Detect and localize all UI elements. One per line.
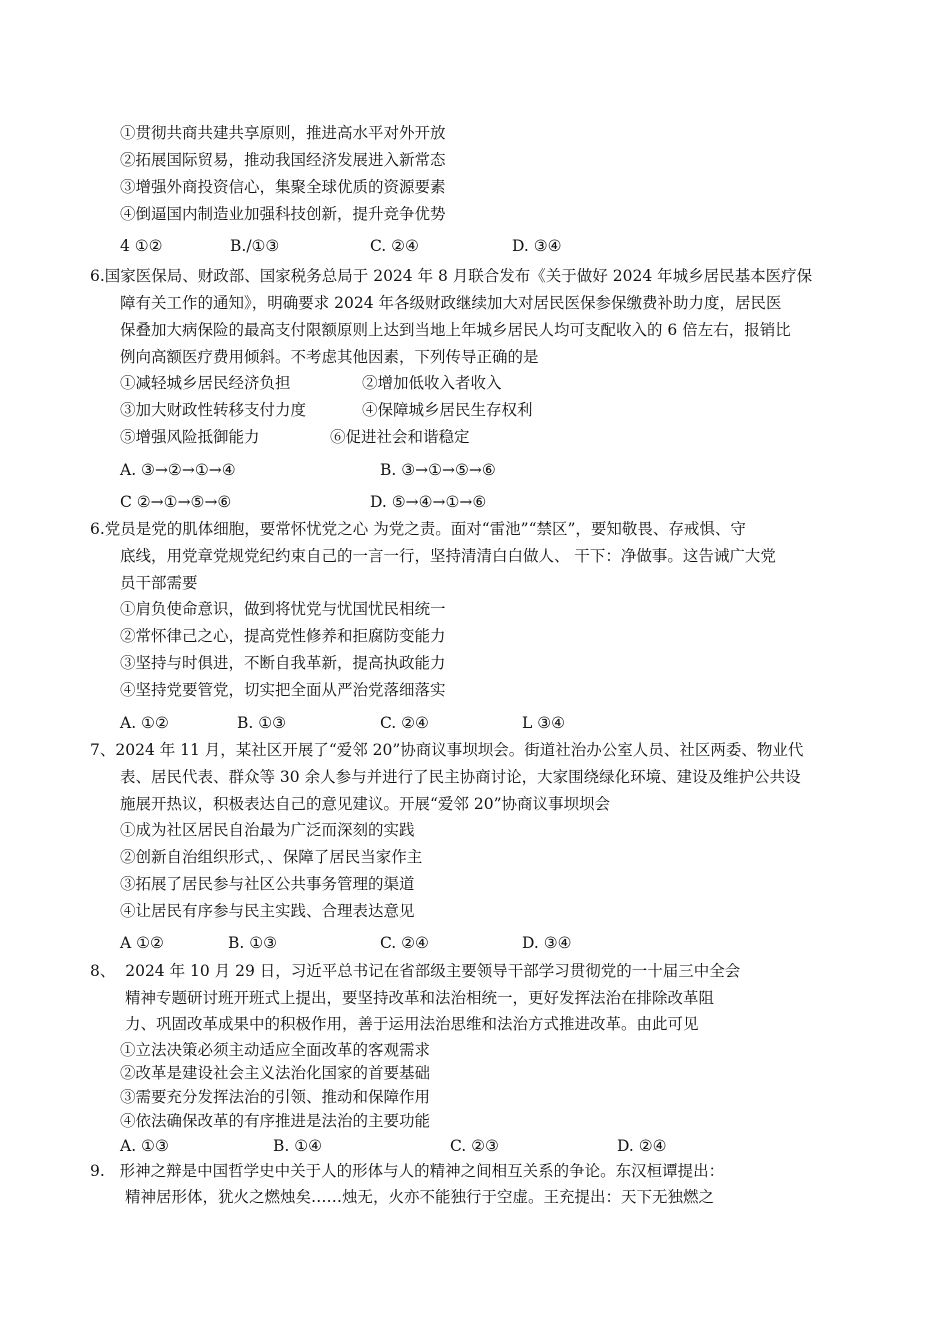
q5-option-a: 4 ①② xyxy=(120,237,163,255)
q6b-stem-line-3: 员干部需要 xyxy=(120,574,198,592)
q7-item-4: ④让居民有序参与民主实践、合理表达意见 xyxy=(120,902,415,920)
q8-option-a: A. ①③ xyxy=(120,1137,169,1155)
q5-option-b: B./①③ xyxy=(230,237,280,255)
q8-item-2: ②改革是建设社会主义法治化国家的首要基础 xyxy=(120,1064,431,1082)
q6b-item-4: ④坚持党要管党，切实把全面从严治党落细落实 xyxy=(120,681,446,699)
q6b-option-d: L ③④ xyxy=(522,714,566,732)
q5-item-2: ②拓展国际贸易，推动我国经济发展进入新常态 xyxy=(120,151,446,169)
q5-option-c: C. ②④ xyxy=(370,237,419,255)
q8-options xyxy=(120,1136,820,1156)
q6b-option-a: A. ①② xyxy=(120,714,169,732)
q7-options xyxy=(120,933,820,953)
q6b-stem-line-2: 底线，用党章党规党纪约束自己的一言一行，坚持清清白白做人、 干下：净做事。这告诫广大党 xyxy=(120,547,776,565)
q6b-option-b: B. ①③ xyxy=(237,714,287,732)
q6a-item-3: ③加大财政性转移支付力度 xyxy=(120,401,307,419)
q6a-item-4: ④保障城乡居民生存权利 xyxy=(362,401,533,419)
q6b-item-3: ③坚持与时俱进，不断自我革新，提高执政能力 xyxy=(120,654,446,672)
q7-stem-line-3: 施展开热议，积极表达自己的意见建议。开展“爱邻 20”协商议事坝坝会 xyxy=(120,795,611,813)
q7-option-b: B. ①③ xyxy=(228,934,278,952)
q6a-option-a: A. ③→②→①→④ xyxy=(120,461,236,479)
q6b-stem-line-1: 6.党员是党的肌体细胞，要常怀忧党之心 为党之责。面对“雷池”“禁区”，要知敬畏、存戒惧、守 xyxy=(90,520,746,538)
q5-item-4: ④倒逼国内制造业加强科技创新，提升竞争优势 xyxy=(120,205,446,223)
q7-option-a: A ①② xyxy=(120,934,164,952)
q8-item-1: ①立法决策必须主动适应全面改革的客观需求 xyxy=(120,1041,431,1059)
q8-stem-line-1: 8、 2024 年 10 月 29 日，习近平总书记在省部级主要领导干部学习贯彻党的一十届三中全会 xyxy=(90,962,741,980)
q8-stem-line-2: 精神专题研讨班开班式上提出，要坚持改革和法治相统一，更好发挥法治在排除改革阻 xyxy=(125,989,715,1007)
q6a-stem-line-2: 障有关工作的通知》，明确要求 2024 年各级财政继续加大对居民医保参保缴费补助力度，居民医 xyxy=(120,294,782,312)
q8-item-3: ③需要充分发挥法治的引领、推动和保障作用 xyxy=(120,1088,431,1106)
q5-options xyxy=(120,236,820,256)
q6a-stem-line-4: 例向高额医疗费用倾斜。不考虑其他因素，下列传导正确的是 xyxy=(120,348,539,366)
q7-option-c: C. ②④ xyxy=(380,934,429,952)
q5-item-3: ③增强外商投资信心，集聚全球优质的资源要素 xyxy=(120,178,446,196)
q8-option-b: B. ①④ xyxy=(273,1137,323,1155)
q7-stem-line-2: 表、居民代表、群众等 30 余人参与并进行了民主协商讨论，大家围绕绿化环境、建设及维护公共设 xyxy=(120,768,801,786)
q6b-options xyxy=(120,713,820,733)
q6a-option-c: C ②→①→⑤→⑥ xyxy=(120,493,232,511)
q9-stem-line-1: 9. 形神之辩是中国哲学史中关于人的形体与人的精神之间相互关系的争论。东汉桓谭提出： xyxy=(90,1162,725,1180)
q6a-stem-line-3: 保叠加大病保险的最高支付限额原则上达到当地上年城乡居民人均可支配收入的 6 倍左右，报销比 xyxy=(120,321,791,339)
q6b-option-c: C. ②④ xyxy=(380,714,429,732)
q6a-option-b: B. ③→①→⑤→⑥ xyxy=(380,461,496,479)
q6a-stem-line-1: 6.国家医保局、财政部、国家税务总局于 2024 年 8 月联合发布《关于做好 2024 年城乡居民基本医疗保 xyxy=(90,267,813,285)
q6a-item-5: ⑤增强风险抵御能力 xyxy=(120,428,260,446)
q6a-item-6: ⑥促进社会和谐稳定 xyxy=(330,428,470,446)
q7-item-3: ③拓展了居民参与社区公共事务管理的渠道 xyxy=(120,875,415,893)
q7-item-1: ①成为社区居民自治最为广泛而深刻的实践 xyxy=(120,821,415,839)
q6a-item-2: ②增加低收入者收入 xyxy=(362,374,502,392)
q6a-item-1: ①减轻城乡居民经济负担 xyxy=(120,374,291,392)
q6a-option-d: D. ⑤→④→①→⑥ xyxy=(370,493,487,511)
q5-option-d: D. ③④ xyxy=(512,237,562,255)
q8-option-c: C. ②③ xyxy=(450,1137,499,1155)
q8-option-d: D. ②④ xyxy=(617,1137,667,1155)
q6b-item-1: ①肩负使命意识，做到将忧党与忧国忧民相统一 xyxy=(120,600,446,618)
q7-option-d: D. ③④ xyxy=(522,934,572,952)
q7-stem-line-1: 7、2024 年 11 月，某社区开展了“爱邻 20”协商议事坝坝会。街道社治办公室人员、社区两委、物业代 xyxy=(90,741,804,759)
q6b-item-2: ②常怀律己之心，提高党性修养和拒腐防变能力 xyxy=(120,627,446,645)
q7-item-2: ②创新自治组织形式，、保障了居民当家作主 xyxy=(120,848,423,866)
q8-item-4: ④依法确保改革的有序推进是法治的主要功能 xyxy=(120,1112,431,1130)
q8-stem-line-3: 力、巩固改革成果中的积极作用，善于运用法治思维和法治方式推进改革。由此可见 xyxy=(125,1015,699,1033)
q9-stem-line-2: 精神居形体，犹火之燃烛矣……烛无，火亦不能独行于空虚。王充提出：天下无独燃之 xyxy=(125,1188,715,1206)
q5-item-1: ①贯彻共商共建共享原则，推进高水平对外开放 xyxy=(120,124,446,142)
